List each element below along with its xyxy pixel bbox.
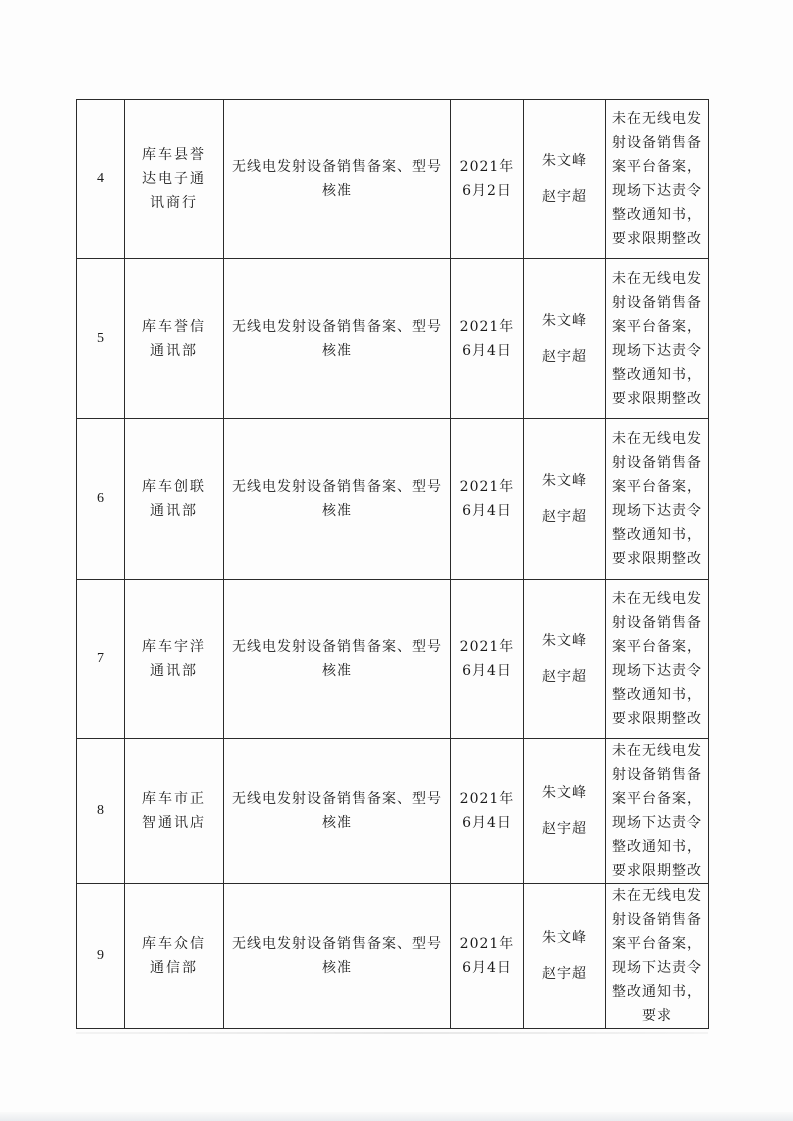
inspector-name: 朱文峰	[542, 473, 587, 489]
table-row	[77, 580, 709, 739]
inspector-name: 朱文峰	[542, 312, 587, 329]
inspector-name: 赵宇超	[542, 966, 587, 982]
inspection-item: 无线电发射设备销售备案、型号核准	[224, 884, 451, 1029]
inspector-name: 赵宇超	[542, 189, 587, 205]
inspection-item: 无线电发射设备销售备案、型号核准	[224, 739, 451, 884]
page-bottom-edge	[0, 1112, 793, 1121]
business-name: 库车市正智通讯店	[125, 739, 224, 884]
inspection-result	[606, 100, 709, 259]
inspector-name: 赵宇超	[542, 821, 587, 837]
inspectors	[524, 100, 606, 259]
result-text: 未在无线电发射设备销售备案平台备案，现场下达责令整改通知书，要求限期整改	[612, 270, 702, 407]
inspector-name: 赵宇超	[542, 348, 587, 365]
inspector-name: 朱文峰	[542, 930, 587, 946]
inspectors	[524, 580, 606, 739]
inspection-date: 2021年6月4日	[451, 739, 524, 884]
inspection-result	[606, 259, 709, 419]
inspection-item: 无线电发射设备销售备案、型号核准	[224, 259, 451, 419]
business-name: 库车宇洋通讯部	[125, 580, 224, 739]
inspectors	[524, 739, 606, 884]
inspector-name: 朱文峰	[542, 785, 587, 801]
table-row	[77, 739, 709, 884]
inspector-name: 朱文峰	[542, 153, 587, 169]
inspector-name: 赵宇超	[542, 509, 587, 525]
inspection-date: 2021年6月2日	[451, 100, 524, 259]
inspectors	[524, 884, 606, 1029]
result-text: 未在无线电发射设备销售备案平台备案，现场下达责令整改通知书，要求限期整改	[612, 591, 702, 727]
inspectors	[524, 419, 606, 580]
inspection-item: 无线电发射设备销售备案、型号核准	[224, 100, 451, 259]
row-number: 6	[77, 419, 125, 580]
inspection-result	[606, 739, 709, 884]
table-row	[77, 100, 709, 259]
table-row	[77, 884, 709, 1029]
inspection-result	[606, 580, 709, 739]
inspectors	[524, 259, 606, 419]
business-name: 库车众信通信部	[125, 884, 224, 1029]
table-row	[77, 259, 709, 419]
row-number: 4	[77, 100, 125, 259]
table-row	[77, 419, 709, 580]
business-name: 库车誉信通讯部	[125, 259, 224, 419]
result-text: 未在无线电发射设备销售备案平台备案，现场下达责令整改通知书，要求限期整改	[612, 431, 702, 567]
result-text: 未在无线电发射设备销售备案平台备案，现场下达责令整改通知书，要求限期整改	[612, 743, 702, 879]
result-text: 未在无线电发射设备销售备案平台备案，现场下达责令整改通知书，要求限期整改	[612, 111, 702, 247]
inspection-records-table	[76, 99, 709, 1029]
result-text: 未在无线电发射设备销售备案平台备案，现场下达责令整改通知书，要求	[612, 888, 702, 1024]
row-number: 9	[77, 884, 125, 1029]
inspection-date: 2021年6月4日	[451, 419, 524, 580]
inspection-date: 2021年6月4日	[451, 884, 524, 1029]
row-number: 8	[77, 739, 125, 884]
inspection-item: 无线电发射设备销售备案、型号核准	[224, 580, 451, 739]
business-name: 库车创联通讯部	[125, 419, 224, 580]
row-number: 5	[77, 259, 125, 419]
inspection-result	[606, 884, 709, 1029]
inspection-date: 2021年6月4日	[451, 580, 524, 739]
inspection-result	[606, 419, 709, 580]
row-number: 7	[77, 580, 125, 739]
inspector-name: 朱文峰	[542, 633, 587, 649]
inspector-name: 赵宇超	[542, 669, 587, 685]
scan-artifact-line	[76, 1032, 708, 1034]
inspection-item: 无线电发射设备销售备案、型号核准	[224, 419, 451, 580]
inspection-date: 2021年6月4日	[451, 259, 524, 419]
business-name: 库车县誉达电子通讯商行	[125, 100, 224, 259]
